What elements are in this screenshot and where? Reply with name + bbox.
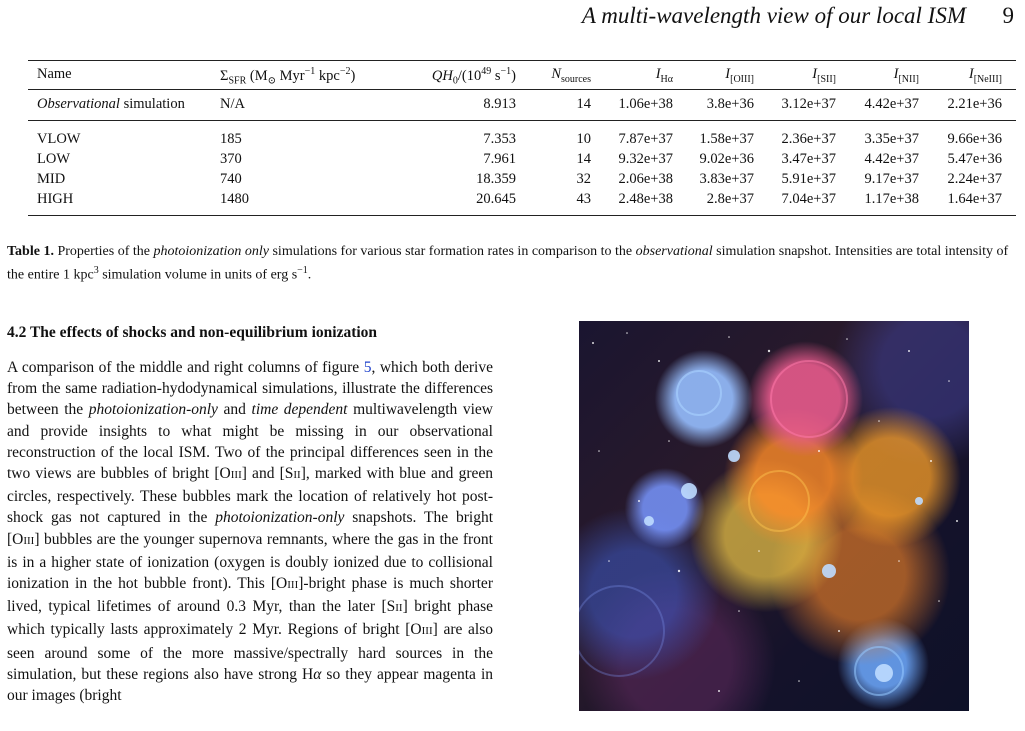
cell-name: HIGH (37, 191, 74, 207)
cell-qh: 18.359 (476, 171, 516, 187)
cell-nii: 1.17e+38 (864, 191, 919, 207)
cell-ha: 9.32e+37 (618, 151, 673, 167)
cell-sii: 7.04e+37 (781, 191, 836, 207)
cell-qh: 8.913 (483, 96, 516, 112)
cell-name: VLOW (37, 131, 81, 147)
cell-nsources: 32 (576, 171, 591, 187)
table-row (28, 189, 1016, 215)
cell-oiii: 3.83e+37 (699, 171, 754, 187)
cell-sii: 3.12e+37 (781, 96, 836, 112)
table-caption: Table 1. Properties of the photoionization only simulations for various star formation rates in comparison to the observational simulation snapshot. Intensities are total intensity of the entire 1 kpc$^3$ simulation volume in units of erg $s^{-1}$. (7, 244, 1009, 283)
table-row (28, 129, 1016, 149)
cell-sii: 3.47e+37 (781, 151, 836, 167)
cell-neiii: 5.47e+36 (947, 151, 1002, 167)
cell-neiii: 2.21e+36 (947, 96, 1002, 112)
cell-nii: 4.42e+37 (864, 151, 919, 167)
col-ha-header: $I_{H\alpha}$ (655, 66, 673, 85)
cell-neiii: 2.24e+37 (947, 171, 1002, 187)
cell-qh: 20.645 (476, 191, 516, 207)
cell-sii: 5.91e+37 (781, 171, 836, 187)
cell-nii: 4.42e+37 (864, 96, 919, 112)
col-neiii-header: $I_{[NeIII]}$ (968, 66, 1002, 85)
col-sii-header: $I_{[SII]}$ (812, 66, 836, 85)
cell-nii: 3.35e+37 (864, 131, 919, 147)
cell-name: MID (37, 171, 66, 187)
cell-nsources: 14 (576, 96, 591, 112)
cell-oiii: 9.02e+36 (699, 151, 754, 167)
cell-nii: 9.17e+37 (864, 171, 919, 187)
cell-oiii: 1.58e+37 (699, 131, 754, 147)
col-name-header: Name (37, 66, 72, 82)
col-nsources-header: $N_{sources}$ (551, 66, 591, 85)
cell-ha: 7.87e+37 (618, 131, 673, 147)
section-body (7, 357, 493, 706)
cell-ha: 2.48e+38 (618, 191, 673, 207)
properties-table (28, 60, 1016, 216)
cell-neiii: 9.66e+36 (947, 131, 1002, 147)
cell-nsources: 14 (576, 151, 591, 167)
col-sfr-header: $\Sigma_{SFR}$ ($M_⊙$ Myr$^{-1}$ kpc$^{-2}$) (220, 66, 356, 87)
col-qh-header: $QH_0/(10^{49}$ $s^{-1}$) (431, 66, 516, 87)
running-header (0, 3, 1018, 31)
cell-oiii: 2.8e+37 (706, 191, 754, 207)
nebula-rendering (579, 321, 969, 711)
cell-name: Observational simulation (37, 96, 185, 112)
cell-sfr: 185 (220, 131, 242, 147)
cell-nsources: 10 (576, 131, 591, 147)
figure-reference-link[interactable]: 5 (363, 359, 372, 376)
cell-nsources: 43 (576, 191, 591, 207)
table-row (28, 169, 1016, 189)
table-row (28, 149, 1016, 169)
cell-sfr: 370 (220, 151, 242, 167)
cell-ha: 1.06e+38 (618, 96, 673, 112)
cell-sfr: N/A (220, 96, 245, 112)
cell-sfr: 1480 (220, 191, 249, 207)
section-heading: 4.2 The effects of shocks and non-equilibrium ionization (7, 324, 378, 341)
cell-sii: 2.36e+37 (781, 131, 836, 147)
cell-name: LOW (37, 151, 71, 167)
table-row-observational (28, 90, 1016, 121)
cell-sfr: 740 (220, 171, 242, 187)
cell-qh: 7.353 (483, 131, 516, 147)
caption-label: Table 1. (7, 244, 54, 259)
cell-ha: 2.06e+38 (618, 171, 673, 187)
cell-oiii: 3.8e+36 (706, 96, 754, 112)
ism-simulation-image (579, 321, 969, 711)
paragraph: A comparison of the middle and right columns of figure 5, which both derive from the same radiation-hydodynamical simulations, illustrate the differences between the photoionization-only and time dependent multiwavelength view and provide insights to what might be missing in our observational reconstruction of the local ISM. Two of the principal differences seen in the two views are bubbles of bright [OIII] and [SII], marked with blue and green circles, respectively. These bubbles mark the location of relatively hot post-shock gas not captured in the photoionization-only snapshots. The bright [OIII] bubbles are the younger supernova remnants, where the gas in the front is in a higher state of ionization (oxygen is doubly ionized due to collisional ionization in the hot bubble front). This [OIII]-bright phase is much shorter lived, typical lifetimes of around 0.3 Myr, than the later [SII] bright phase which typically lasts approximately 2 Myr. Regions of bright [OIII] are also seen around some of the more massive/spectrally hard sources in the simulation, but these regions also have strong Hα so they appear magenta in our images (bright (7, 359, 494, 705)
col-nii-header: $I_{[NII]}$ (893, 66, 919, 85)
running-title: A multi-wavelength view of our local ISM (581, 3, 966, 28)
page-number: 9 (1002, 3, 1014, 28)
table-header-row (28, 61, 1016, 90)
col-oiii-header: $I_{[OIII]}$ (725, 66, 754, 85)
cell-neiii: 1.64e+37 (947, 191, 1002, 207)
cell-qh: 7.961 (483, 151, 516, 167)
